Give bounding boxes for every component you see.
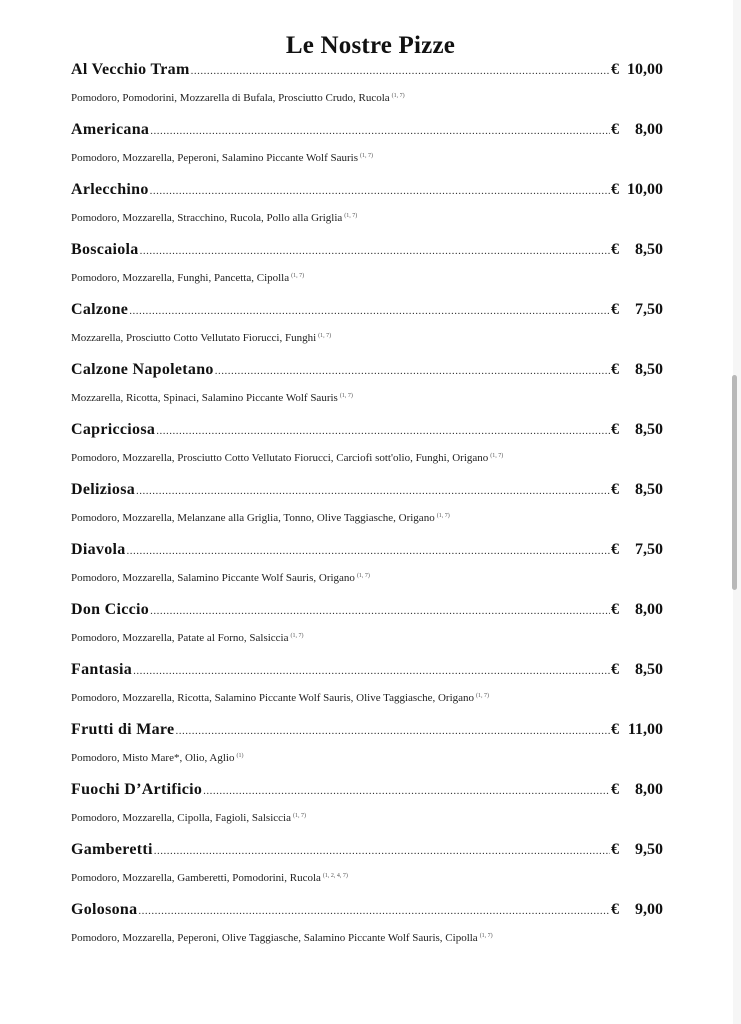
ingredients-text: Pomodoro, Mozzarella, Ricotta, Salamino Piccante Wolf Sauris, Olive Taggiasche, Origano — [71, 692, 475, 704]
pizza-name: Fantasia — [71, 661, 133, 678]
pizza-ingredients — [71, 212, 663, 224]
dot-leader — [127, 545, 610, 557]
allergen-codes: (1, 7) — [476, 693, 490, 699]
menu-item — [71, 301, 663, 361]
currency-symbol: € — [611, 841, 619, 858]
menu-item-header — [71, 481, 663, 503]
menu-item — [71, 541, 663, 601]
currency-symbol: € — [611, 121, 619, 138]
price-amount: 8,00 — [635, 601, 663, 618]
menu-item-header — [71, 61, 663, 83]
menu-item — [71, 661, 663, 721]
ingredients-text: Pomodoro, Mozzarella, Salamino Piccante Wolf Sauris, Origano — [71, 572, 355, 584]
pizza-ingredients — [71, 512, 663, 524]
pizza-name: Frutti di Mare — [71, 721, 175, 738]
pizza-name: Calzone — [71, 301, 129, 318]
pizza-name: Al Vecchio Tram — [71, 61, 190, 78]
pizza-price — [611, 841, 663, 859]
ingredients-text: Pomodoro, Mozzarella, Melanzane alla Griglia, Tonno, Olive Taggiasche, Origano — [71, 512, 435, 524]
dot-leader — [175, 725, 610, 737]
pizza-name: Arlecchino — [71, 181, 149, 198]
pizza-ingredients — [71, 752, 663, 764]
pizza-ingredients — [71, 872, 663, 884]
allergen-codes: (1) — [236, 753, 244, 759]
currency-symbol: € — [611, 901, 619, 918]
pizza-ingredients — [71, 272, 663, 284]
menu-item-header — [71, 601, 663, 623]
dot-leader — [215, 365, 610, 377]
pizza-price — [611, 661, 663, 679]
menu-item-header — [71, 541, 663, 563]
allergen-codes: (1, 7) — [479, 933, 493, 939]
dot-leader — [203, 785, 610, 797]
price-amount: 8,00 — [635, 781, 663, 798]
ingredients-text: Pomodoro, Mozzarella, Gamberetti, Pomodorini, Rucola — [71, 872, 321, 884]
price-amount: 8,50 — [635, 241, 663, 258]
ingredients-text: Mozzarella, Prosciutto Cotto Vellutato Fiorucci, Funghi — [71, 332, 317, 344]
pizza-name: Americana — [71, 121, 150, 138]
pizza-ingredients — [71, 332, 663, 344]
menu-item-header — [71, 241, 663, 263]
ingredients-text: Pomodoro, Mozzarella, Peperoni, Salamino Piccante Wolf Sauris — [71, 152, 358, 164]
ingredients-text: Pomodoro, Misto Mare*, Olio, Aglio — [71, 752, 235, 764]
price-amount: 10,00 — [627, 61, 663, 78]
pizza-price — [611, 481, 663, 499]
pizza-price — [611, 421, 663, 439]
dot-leader — [156, 425, 610, 437]
pizza-name: Don Ciccio — [71, 601, 150, 618]
ingredients-text: Pomodoro, Mozzarella, Peperoni, Olive Taggiasche, Salamino Piccante Wolf Sauris, Cipolla — [71, 932, 478, 944]
allergen-codes: (1, 7) — [344, 213, 358, 219]
menu-item-header — [71, 901, 663, 923]
ingredients-text: Pomodoro, Mozzarella, Prosciutto Cotto Vellutato Fiorucci, Carciofi sott'olio, Funghi, Origano — [71, 452, 489, 464]
allergen-codes: (1, 7) — [391, 93, 405, 99]
price-amount: 7,50 — [635, 541, 663, 558]
currency-symbol: € — [611, 241, 619, 258]
pizza-price — [611, 241, 663, 259]
dot-leader — [191, 65, 610, 77]
pizza-price — [611, 901, 663, 919]
currency-symbol: € — [611, 301, 619, 318]
pizza-price — [611, 61, 663, 79]
dot-leader — [150, 185, 610, 197]
dot-leader — [133, 665, 610, 677]
dot-leader — [136, 485, 610, 497]
currency-symbol: € — [611, 61, 619, 78]
price-amount: 8,50 — [635, 661, 663, 678]
price-amount: 10,00 — [627, 181, 663, 198]
menu-item-header — [71, 421, 663, 443]
page-title: Le Nostre Pizze — [285, 32, 456, 59]
dot-leader — [140, 245, 610, 257]
allergen-codes: (1, 7) — [292, 813, 306, 819]
currency-symbol: € — [611, 661, 619, 678]
allergen-codes: (1, 7) — [318, 333, 332, 339]
pizza-ingredients — [71, 452, 663, 464]
pizza-name: Boscaiola — [71, 241, 139, 258]
pizza-ingredients — [71, 632, 663, 644]
pizza-name: Golosona — [71, 901, 138, 918]
ingredients-text: Pomodoro, Mozzarella, Stracchino, Rucola, Pollo alla Griglia — [71, 212, 343, 224]
scrollbar[interactable] — [732, 375, 737, 590]
pizza-price — [611, 781, 663, 799]
pizza-name: Capricciosa — [71, 421, 156, 438]
currency-symbol: € — [611, 181, 619, 198]
menu-list — [71, 61, 663, 961]
menu-item-header — [71, 181, 663, 203]
currency-symbol: € — [611, 421, 619, 438]
allergen-codes: (1, 2, 4, 7) — [322, 873, 348, 879]
pizza-ingredients — [71, 152, 663, 164]
pizza-name: Gamberetti — [71, 841, 153, 858]
menu-item-header — [71, 121, 663, 143]
allergen-codes: (1, 7) — [360, 153, 373, 159]
allergen-codes: (1, 7) — [356, 573, 370, 579]
currency-symbol: € — [611, 481, 619, 498]
currency-symbol: € — [611, 721, 619, 738]
ingredients-text: Pomodoro, Pomodorini, Mozzarella di Bufala, Prosciutto Crudo, Rucola — [71, 92, 390, 104]
allergen-codes: (1, 7) — [436, 513, 450, 519]
pizza-price — [611, 301, 663, 319]
menu-item-header — [71, 361, 663, 383]
menu-item-header — [71, 301, 663, 323]
dot-leader — [129, 305, 610, 317]
allergen-codes: (1, 7) — [339, 393, 353, 399]
menu-item — [71, 901, 663, 961]
menu-item — [71, 721, 663, 781]
price-amount: 9,00 — [635, 901, 663, 918]
currency-symbol: € — [611, 541, 619, 558]
pizza-name: Calzone Napoletano — [71, 361, 214, 378]
pizza-ingredients — [71, 932, 663, 944]
price-amount: 8,00 — [635, 121, 663, 138]
menu-item-header — [71, 781, 663, 803]
price-amount: 9,50 — [635, 841, 663, 858]
price-amount: 11,00 — [627, 721, 663, 738]
dot-leader — [150, 605, 610, 617]
ingredients-text: Pomodoro, Mozzarella, Patate al Forno, Salsiccia — [71, 632, 289, 644]
menu-item — [71, 61, 663, 121]
pizza-ingredients — [71, 692, 663, 704]
pizza-name: Diavola — [71, 541, 126, 558]
dot-leader — [150, 125, 610, 137]
price-amount: 8,50 — [635, 361, 663, 378]
menu-item — [71, 781, 663, 841]
menu-item — [71, 841, 663, 901]
menu-item-header — [71, 841, 663, 863]
currency-symbol: € — [611, 781, 619, 798]
menu-item — [71, 421, 663, 481]
ingredients-text: Mozzarella, Ricotta, Spinaci, Salamino Piccante Wolf Sauris — [71, 392, 338, 404]
ingredients-text: Pomodoro, Mozzarella, Funghi, Pancetta, Cipolla — [71, 272, 290, 284]
menu-item-header — [71, 721, 663, 743]
pizza-price — [611, 121, 663, 139]
price-amount: 8,50 — [635, 421, 663, 438]
pizza-price — [611, 361, 663, 379]
pizza-name: Deliziosa — [71, 481, 136, 498]
ingredients-text: Pomodoro, Mozzarella, Cipolla, Fagioli, Salsiccia — [71, 812, 291, 824]
pizza-ingredients — [71, 92, 663, 104]
pizza-price — [611, 721, 663, 739]
menu-item — [71, 181, 663, 241]
allergen-codes: (1, 7) — [291, 273, 305, 279]
menu-item — [71, 481, 663, 541]
menu-item-header — [71, 661, 663, 683]
allergen-codes: (1, 7) — [290, 633, 304, 639]
menu-item — [71, 601, 663, 661]
currency-symbol: € — [611, 361, 619, 378]
pizza-price — [611, 541, 663, 559]
price-amount: 8,50 — [635, 481, 663, 498]
menu-item — [71, 361, 663, 421]
price-amount: 7,50 — [635, 301, 663, 318]
dot-leader — [138, 905, 610, 917]
pizza-price — [611, 601, 663, 619]
pizza-ingredients — [71, 392, 663, 404]
pizza-ingredients — [71, 812, 663, 824]
pizza-name: Fuochi D’Artificio — [71, 781, 203, 798]
pizza-ingredients — [71, 572, 663, 584]
pizza-price — [611, 181, 663, 199]
menu-item — [71, 121, 663, 181]
dot-leader — [154, 845, 610, 857]
allergen-codes: (1, 7) — [490, 453, 504, 459]
currency-symbol: € — [611, 601, 619, 618]
menu-item — [71, 241, 663, 301]
